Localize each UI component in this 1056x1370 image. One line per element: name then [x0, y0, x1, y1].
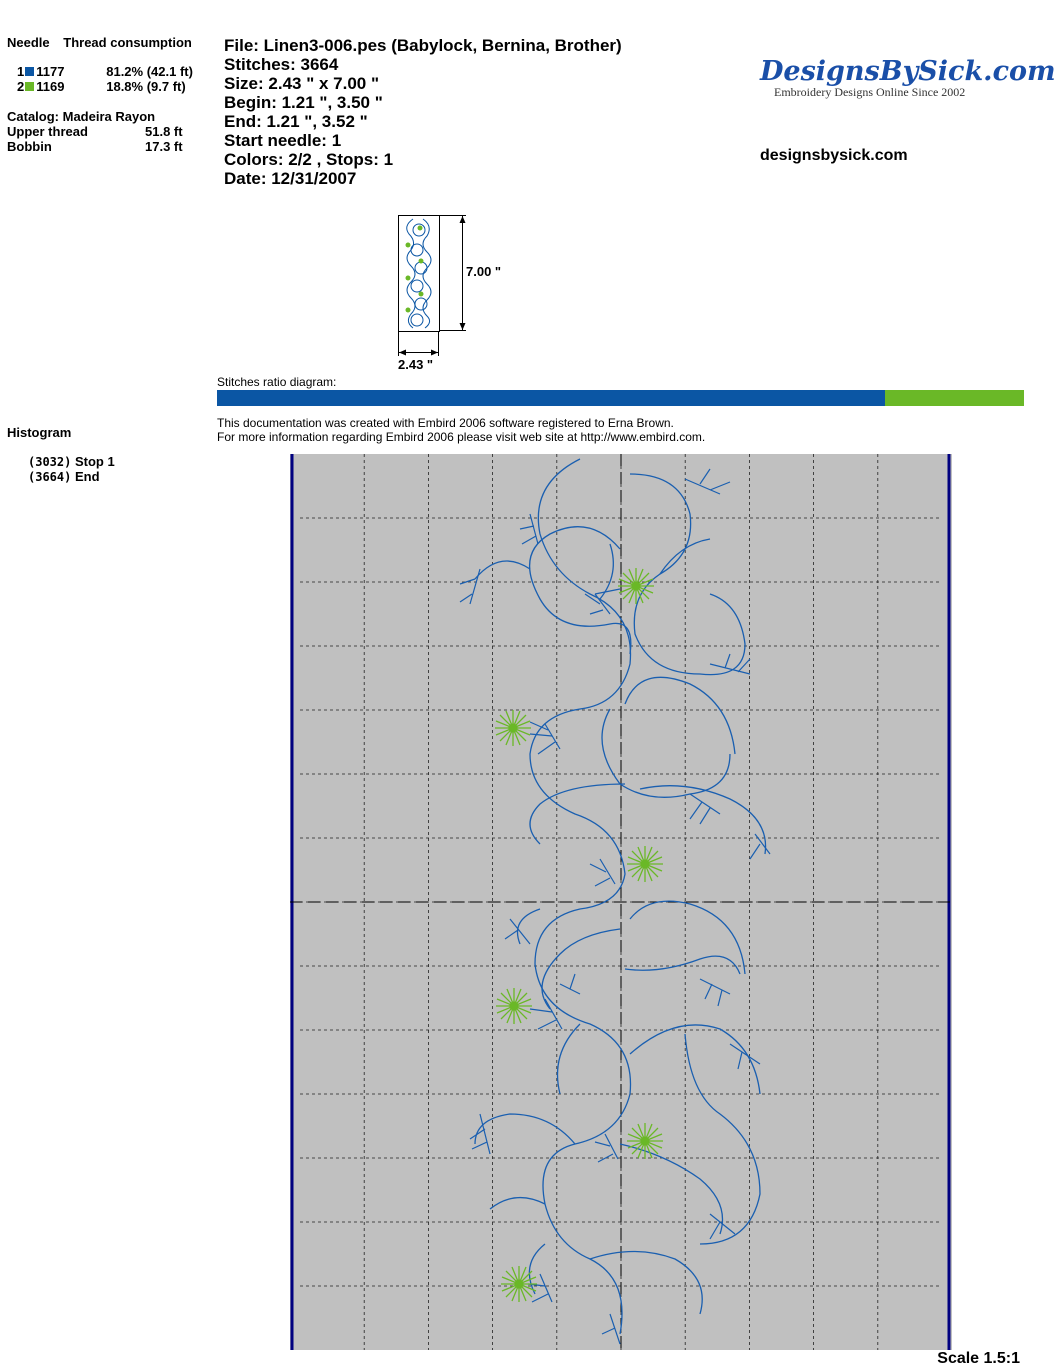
histogram-count: (3664)	[28, 470, 72, 484]
thread-code: 1177	[36, 64, 65, 79]
height-label: 7.00 "	[466, 264, 502, 279]
note-line-1: This documentation was created with Embird 2006 software registered to Erna Brown.	[217, 416, 674, 430]
embroidery-canvas	[290, 454, 952, 1350]
start-needle: Start needle: 1	[224, 131, 342, 150]
bobbin-value: 17.3 ft	[145, 139, 183, 154]
scale-label: Scale 1.5:1	[937, 1350, 1020, 1367]
note-line-2: For more information regarding Embird 2006 please visit web site at http://www.embird.com.	[217, 430, 706, 444]
needle-row-2	[17, 79, 186, 94]
logo-tagline: Embroidery Designs Online Since 2002	[774, 85, 966, 99]
thumbnail-preview	[399, 216, 439, 331]
needle-index: 2	[17, 79, 25, 94]
thread-consumption: 18.8% (9.7 ft)	[106, 79, 186, 94]
colors-stops: Colors: 2/2 , Stops: 1	[224, 150, 394, 169]
bobbin-label: Bobbin	[7, 139, 52, 154]
design-date: Date: 12/31/2007	[224, 169, 357, 188]
design-info	[224, 36, 622, 188]
software-note	[217, 416, 705, 444]
thread-consumption: 81.2% (42.1 ft)	[106, 64, 193, 79]
design-size: Size: 2.43 " x 7.00 "	[224, 74, 380, 93]
stitch-count: Stitches: 3664	[224, 55, 339, 74]
histogram-count: (3032)	[28, 455, 72, 469]
upper-thread-label: Upper thread	[7, 124, 88, 139]
upper-thread	[7, 124, 183, 139]
needle-header: Needle	[7, 35, 50, 50]
catalog: Catalog: Madeira Rayon	[7, 109, 156, 124]
histogram-label: Stop 1	[74, 454, 115, 469]
upper-thread-value: 51.8 ft	[145, 124, 183, 139]
stitches-ratio-bar	[217, 390, 1024, 406]
end-point: End: 1.21 ", 3.52 "	[224, 112, 368, 131]
histogram-title: Histogram	[7, 425, 72, 440]
begin-point: Begin: 1.21 ", 3.50 "	[224, 93, 383, 112]
logo-main-text: DesignsBySick.com	[760, 56, 1056, 87]
color-swatch	[25, 67, 34, 76]
needle-index: 1	[17, 64, 25, 79]
thread-table-header	[7, 35, 192, 50]
color-swatch	[25, 82, 34, 91]
histogram-row-stop	[28, 454, 115, 469]
ratio-segment-1	[217, 390, 885, 406]
ratio-label: Stitches ratio diagram:	[217, 375, 337, 389]
width-dimension	[397, 332, 441, 358]
thread-consumption-header: Thread consumption	[63, 35, 192, 50]
ratio-segment-2	[885, 390, 1024, 406]
bobbin	[7, 139, 183, 154]
website-url: designsbysick.com	[760, 147, 908, 164]
histogram-label: End	[74, 469, 100, 484]
thread-code: 1169	[36, 79, 65, 94]
needle-row-1	[17, 64, 193, 79]
logo	[760, 56, 1056, 99]
design-thumbnail	[398, 215, 440, 332]
file-name: File: Linen3-006.pes (Babylock, Bernina, Brother)	[224, 36, 622, 55]
histogram-row-end	[28, 469, 100, 484]
width-label: 2.43 "	[398, 357, 434, 372]
